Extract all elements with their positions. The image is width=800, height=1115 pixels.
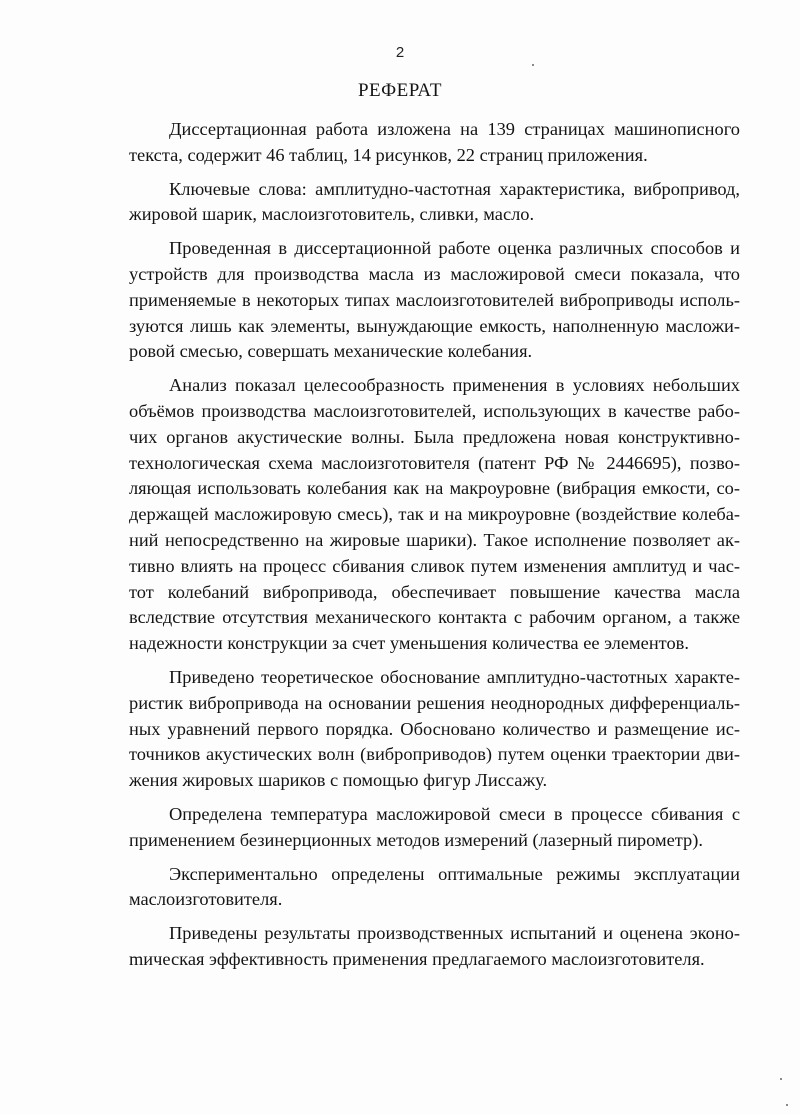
paragraph-results: Приведены результаты производственных испытаний и оценена эконоmическая эффективность применения предлагаемого маслоизготовителя. [129,923,740,969]
scan-speck [780,1078,782,1080]
paragraph-assessment: Проведенная в диссертационной работе оценка различных способов и устройств для производства масла из масложировой смеси показала, что применяемые в некоторых типах маслоизготовителей виброприводы используются лишь как элементы, вынуждающие емкость, наполненную масложировой смесью, совершать механические колебания. [129,238,740,362]
paragraph-keywords: Ключевые слова: амплитудно-частотная характеристика, вибропривод, жировой шарик, маслоизготовитель, сливки, масло. [129,178,740,225]
paragraph-volume: Диссертационная работа изложена на 139 страницах машинописного текста, содержит 46 таблиц, 14 рисунков, 22 страниц приложения. [129,119,740,165]
abstract-body [129,117,740,981]
page-title: РЕФЕРАТ [357,80,443,101]
scan-speck [786,1104,788,1106]
page-number: 2 [395,44,405,61]
paragraph-temperature: Определена температура масложировой смеси в процессе сбивания с применением безинерционных методов измерений (лазерный пирометр). [129,803,740,850]
scan-speck [532,64,534,66]
paragraph-theory: Приведено теоретическое обоснование амплитудно-частотных характеристик вибропривода на основании решения неоднородных дифференциальных уравнений первого порядка. Обосновано количество и размещение источников акустических волн (виброприводов) путем оценки траектории движения жировых шариков с помощью фигур Лиссажу. [129,666,740,791]
paragraph-analysis: Анализ показал целесообразность применения в условиях небольших объёмов производства маслоизготовителей, использующих в качестве рабочих органов акустические волны. Была предложена новая конструктивно-технологическая схема маслоизготовителя (патент РФ № 2446695), позволяющая использовать колебания как на макроуровне (вибрация емкости, содержащей масложировую смесь), так и на микроуровне (воздействие колебаний непосредственно на жировые шарики). Такое исполнение позволяет активно влиять на процесс сбивания сливок путем изменения амплитуд и частот колебаний вибропривода, обеспечивает повышение качества масла вследствие отсутствия механического контакта с рабочим органом, а также надежности конструкции за счет уменьшения количества ее элементов. [129,375,740,654]
paragraph-experiment: Экспериментально определены оптимальные режимы эксплуатации маслоизготовителя. [129,863,740,910]
